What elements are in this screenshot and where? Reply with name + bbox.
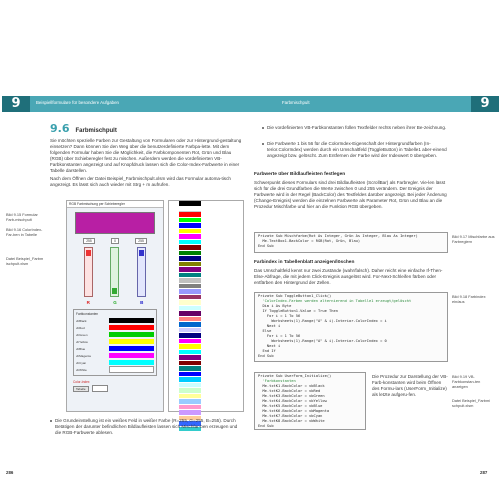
bullet-right-1 xyxy=(262,125,448,131)
figure-caption-2: Bild 9.16 ColorIndex-Far-ben in Tabelle xyxy=(6,227,43,237)
figure-caption-1: Bild 9.15 Formular Farb-mischpult xyxy=(6,212,38,222)
code-line: If ToggleButton1.Value = True Then xyxy=(258,309,338,313)
code-line: Private Sub Mischfarbe(Rot As Integer, Grün As Integer, Blau As Integer) xyxy=(258,234,418,238)
blue-value: 255 xyxy=(135,238,147,244)
constant-name: vbGreen xyxy=(76,332,88,337)
green-scrollbar[interactable] xyxy=(110,247,119,297)
code-line: End If xyxy=(258,349,276,353)
paragraph-right-2: Das Umschaltfeld kennt nur zwei Zustände (wahr/falsch). Daher reicht eine einfache If-Then-Else-Abfrage, die mit jedem Click-Ereignis ausgelöst wird. For-Next-Schleifen färben oder entfärben den Hintergrund der Zellen. xyxy=(254,268,443,286)
constant-name: vbYellow xyxy=(76,339,88,344)
page-number-right: 287 xyxy=(480,470,488,475)
code-block-1 xyxy=(254,232,448,253)
code-block-3 xyxy=(254,372,366,430)
rgb-letters xyxy=(75,300,155,305)
running-head-right: Farbmischpult xyxy=(282,100,310,105)
code-line: End Sub xyxy=(258,354,274,358)
bullet-text: Die Farbwerte 1 bis 56 für die ColorIndex-Eigenschaft der Hintergrundfarben (In-terior.ColorIndex) werden durch ein Umschaltfeld (ToggleButton) in Tabelle1 aber-einend angezeigt bzw. gelöscht. Zum Entfernen der Farbe wird der Indexwert 0 übergeben. xyxy=(267,141,447,159)
subheading-1: Farbwerte über Bildlaufleisten festlegen xyxy=(254,172,346,177)
paragraph-right-3: Die Prozedur zur Darstellung der VB-Farb-konstanten wird beim Öffnen des Formu-lars (UserForm_Initialize) als letzte aufgeru-fen. xyxy=(372,374,448,398)
bullet-right-2 xyxy=(262,141,448,159)
code-line: 'Farbkonstanten xyxy=(258,379,296,383)
constants-heading: Farbkonstanten xyxy=(76,312,99,316)
bullet-left xyxy=(50,418,244,436)
code-line: 'ColorIndex-Farben werden alternierend in Tabelle1 erzeugt/gelöscht xyxy=(258,299,412,303)
section-heading xyxy=(50,122,117,135)
chapter-number-left: 9 xyxy=(2,96,30,112)
code-line: Private Sub ToggleButton1_Click() xyxy=(258,294,332,298)
constant-name: vbWhite xyxy=(76,367,87,372)
constant-name: vbRed xyxy=(76,325,85,330)
code-line: Private Sub UserForm_Initialize() xyxy=(258,374,332,378)
code-line: Dim i As Byte xyxy=(258,304,292,308)
code-line: Me.txtK8.BackColor = vbWhite xyxy=(258,419,325,423)
body-paragraph-2: Nach dem Öffnen der Datei Beispiel_Farbmischpult.xlsm wird das Formular automa-tisch angezeigt. Es lässt sich auch wieder mit Strg + m aufrufen. xyxy=(50,176,231,188)
code-line: Else xyxy=(258,329,272,333)
colorindex-table xyxy=(168,200,244,412)
running-head-left: Beispiellformulare für besondere Aufgaben xyxy=(36,100,119,105)
code-line: Me.txtK3.BackColor = vbGreen xyxy=(258,394,325,398)
constant-name: vbBlack xyxy=(76,318,87,323)
colorindex-swatches xyxy=(179,201,201,432)
red-value: 255 xyxy=(83,238,95,244)
constants-list xyxy=(76,317,154,373)
constant-name: vbMagenta xyxy=(76,353,91,358)
code-line: Next i xyxy=(258,344,281,348)
userform-screenshot xyxy=(66,200,164,412)
section-title: Farbmischpult xyxy=(75,128,117,134)
code-line: Me.TextBox1.BackColor = RGB(Rot, Grün, Blau) xyxy=(258,239,361,243)
red-scrollbar[interactable] xyxy=(84,247,93,297)
code-line: End Sub xyxy=(258,244,274,248)
section-number: 9.6 xyxy=(50,122,70,135)
side-caption-code2: Bild 9.18 Farbindex ein/aus xyxy=(452,294,486,304)
bullet-text: Die vordefinierten VB-Farbkonstanten füllen Textfelder rechts neben ihrer Be-zeichnung. xyxy=(267,125,447,130)
file-link-right[interactable]: Datei Beispiel_Farbmi schpult.xlsm xyxy=(452,398,491,408)
constant-name: vbCyan xyxy=(76,360,87,365)
code-line: Worksheets(1).Range("A" & i).Interior.ColorIndex = 0 xyxy=(258,339,387,343)
colorindex-row xyxy=(73,385,157,392)
color-preview xyxy=(75,212,155,234)
code-block-2 xyxy=(254,292,448,362)
code-line: Me.txtK1.BackColor = vbBlack xyxy=(258,384,325,388)
side-caption-code1: Bild 9.17 Mischfarbe aus Farbreglern xyxy=(452,234,495,244)
side-caption-code3: Bild 9.19 VB-Farbkonstan-ten anzeigen xyxy=(452,374,481,389)
letter-b: B xyxy=(140,300,144,305)
code-line: Me.txtK6.BackColor = vbMagenta xyxy=(258,409,330,413)
code-line: Me.txtK5.BackColor = vbBlue xyxy=(258,404,323,408)
code-line: Me.txtK7.BackColor = vbCyan xyxy=(258,414,323,418)
code-line: Me.txtK2.BackColor = vbRed xyxy=(258,389,321,393)
code-line: For i = 1 To 56 xyxy=(258,314,301,318)
rgb-values xyxy=(75,238,155,244)
letter-g: G xyxy=(113,300,117,305)
green-value: 0 xyxy=(111,238,119,244)
blue-scrollbar[interactable] xyxy=(137,247,146,297)
toggle-button[interactable]: Tabelle xyxy=(73,386,89,392)
code-line: Me.txtK4.BackColor = vbYellow xyxy=(258,399,327,403)
code-line: End Sub xyxy=(258,424,274,428)
colorindex-label: Color-Index xyxy=(73,380,90,384)
constant-name: vbBlue xyxy=(76,346,86,351)
body-paragraph-1: Sie möchten spezielle Farben zur Gestaltung von Formularen oder zur Hintergrund-gestaltung einsetzen? Dann können Sie den Weg über die benutzerdefinierte Farbpa-lette. Mit dem folgenden Formular haben Sie die Möglichkeit, die Farbkomponenten Rot, Grün und Blau (RGB) über Schieberegler fest zu mischen. Außerdem werden die vordefinierten VB-Farbkonstanten angezeigt und auf Knopfdruck lassen sich die Color-Index-Farbwerte in einer Tabelle darstellen. xyxy=(50,138,242,174)
code-line: Next i xyxy=(258,324,281,328)
chapter-number-right: 9 xyxy=(471,96,499,112)
constants-frame xyxy=(73,309,157,376)
page-number-left: 286 xyxy=(6,470,14,475)
file-link-left[interactable]: Datei Beispiel_Farbm ischpult.xlsm xyxy=(6,256,44,266)
code-line: For i = 1 To 56 xyxy=(258,334,301,338)
scrollbars xyxy=(75,247,155,297)
paragraph-right-1: Schwerpunkt dieses Formulars sind drei Bildlaufleisten (ScrollBar) als Farbregler. Vie-len lässt sich für die drei Grundfarben die Werte zwischen 0 und 255 verändern. Der Ereignis der Farbwerte wird in der Regel (BackColor) des Textfeldes darüber angezeigt. Bei jeder Änderung (Change-Ereignis) werden die einzelnen Farbwerte als Parameter Rot, Grün und Blau an die Prozedur Mischfarbe und hier an die Funktion RGB übergeben. xyxy=(254,180,447,210)
bullet-text-left: Die Grundeinstellung ist ein weißes Feld in weißer Farbe (R=255, G=255, B=255). Durch Betätigen der darunter befindlichen Bildlaufleisten lassen sich Mischfar-ben erzeugen und die RGB-Farbwerte ablesen. xyxy=(55,418,238,436)
code-line: Worksheets(1).Range("A" & i).Interior.ColorIndex = i xyxy=(258,319,387,323)
userform-titlebar: RGB Farbmischung per Schieberegler xyxy=(67,201,163,208)
subheading-2: Farbindex in Tabellenblatt anzeigen/löschen xyxy=(254,260,355,265)
letter-r: R xyxy=(86,300,90,305)
